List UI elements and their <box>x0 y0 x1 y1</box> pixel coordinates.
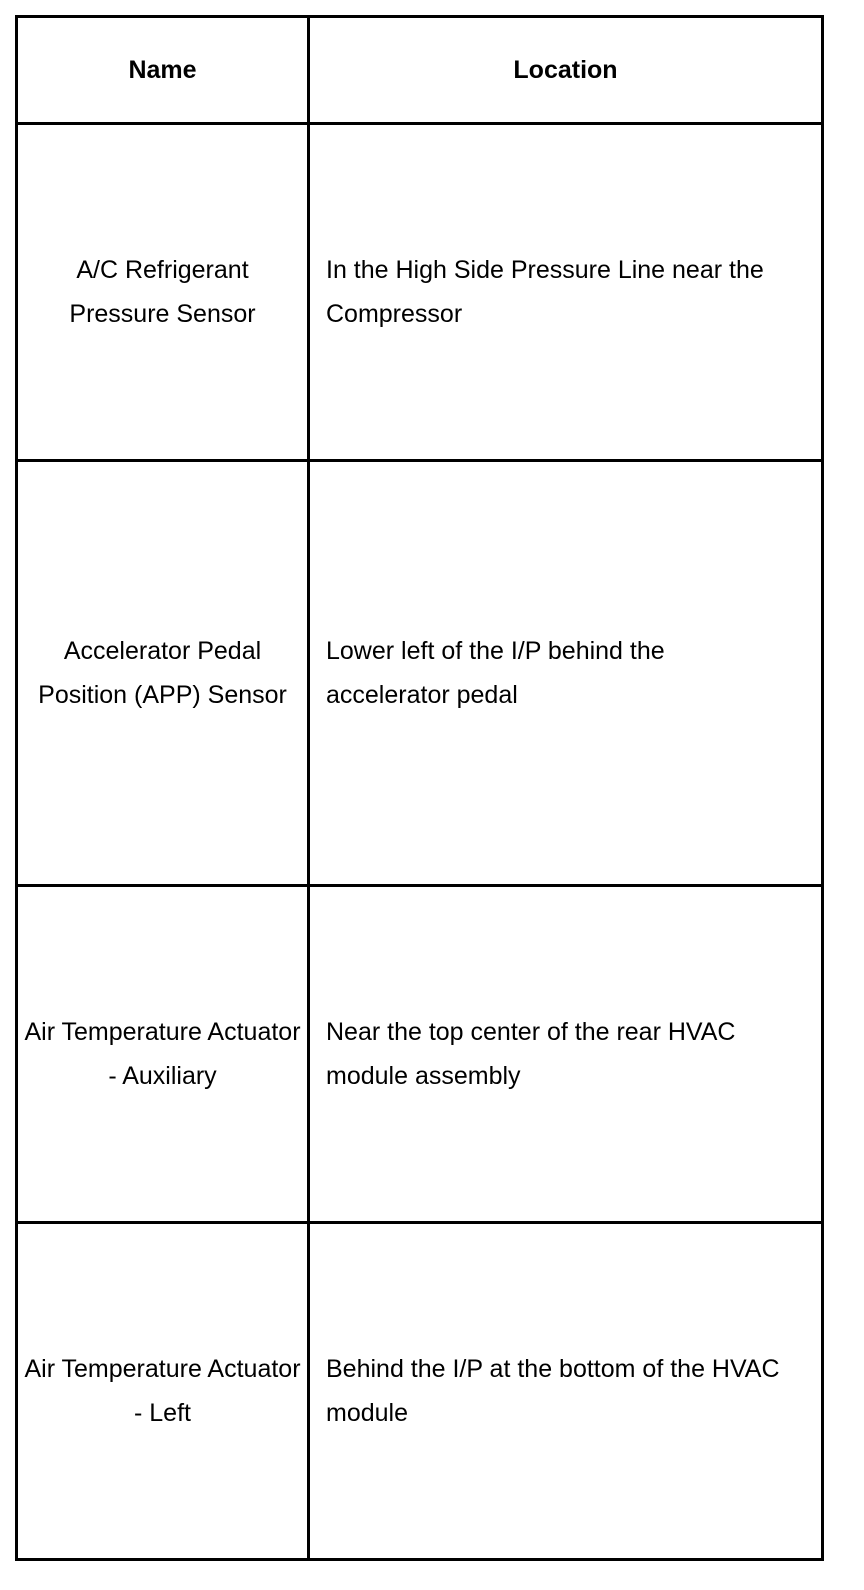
component-location-cell: Lower left of the I/P behind the accelerator pedal <box>309 461 823 886</box>
table-header-row <box>17 17 823 124</box>
component-location-table <box>15 15 824 1561</box>
table-row <box>17 124 823 461</box>
table-row <box>17 886 823 1223</box>
component-location-cell: Near the top center of the rear HVAC module assembly <box>309 886 823 1223</box>
component-name-cell: Air Temperature Actuator - Auxiliary <box>17 886 309 1223</box>
name-column-header: Name <box>17 17 309 124</box>
component-name-cell: Accelerator Pedal Position (APP) Sensor <box>17 461 309 886</box>
table-row <box>17 461 823 886</box>
component-location-cell: In the High Side Pressure Line near the Compressor <box>309 124 823 461</box>
table-row <box>17 1223 823 1560</box>
location-column-header: Location <box>309 17 823 124</box>
component-location-cell: Behind the I/P at the bottom of the HVAC module <box>309 1223 823 1560</box>
component-name-cell: Air Temperature Actuator - Left <box>17 1223 309 1560</box>
component-name-cell: A/C Refrigerant Pressure Sensor <box>17 124 309 461</box>
